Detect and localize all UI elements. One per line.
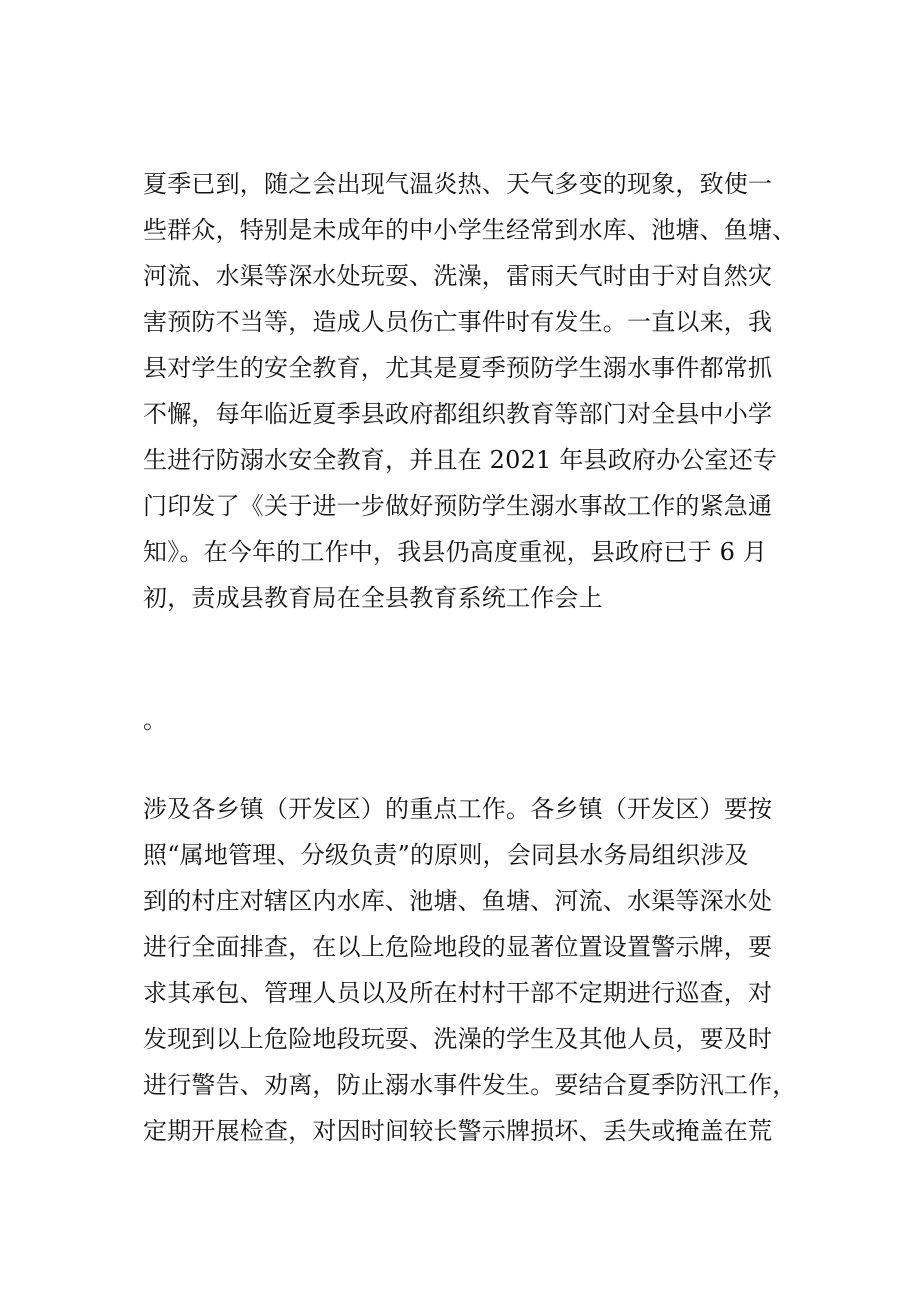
paragraph-1-line-5: 县对学生的安全教育，尤其是夏季预防学生溺水事件都常抓 [143,354,773,382]
paragraph-1-line-9: 知》。在今年的工作中，我县仍高度重视，县政府已于 6 月 [143,538,768,566]
paragraph-1-line-7: 生进行防溺水安全教育，并且在 2021 年县政府办公室还专 [143,446,778,474]
paragraph-2-line-5: 求其承包、管理人员以及所在村村干部不定期进行巡查，对 [143,979,773,1007]
paragraph-1-line-11 [143,621,783,667]
paragraph-2-line-9 [143,1154,783,1200]
paragraph-1-line-8: 门印发了《关于进一步做好预防学生溺水事故工作的紧急通 [143,492,773,520]
paragraph-1-line-2: 些群众，特别是未成年的中小学生经常到水库、池塘、鱼塘、 [143,216,797,244]
paragraph-1-line-4: 害预防不当等，造成人员伤亡事件时有发生。一直以来，我 [143,308,773,336]
paragraph-2-line-4: 进行全面排查，在以上危险地段的显著位置设置警示牌，要 [143,933,773,961]
paragraph-2-line-8: 定期开展检查，对因时间较长警示牌损坏、丢失或掩盖在荒 [143,1117,773,1145]
paragraph-2-line-3: 到的村庄对辖区内水库、池塘、鱼塘、河流、水渠等深水处 [143,887,773,915]
paragraph-1-line-6: 不懈，每年临近夏季县政府都组织教育等部门对全县中小学 [143,400,773,428]
paragraph-2-line-7: 进行警告、劝离，防止溺水事件发生。要结合夏季防汛工作， [143,1071,797,1099]
paragraph-1-line-3: 河流、水渠等深水处玩耍、洗澡，雷雨天气时由于对自然灾 [143,262,773,290]
paragraph-2-line-6: 发现到以上危险地段玩耍、洗澡的学生及其他人员，要及时 [143,1025,773,1053]
paragraph-1-line-1: 夏季已到，随之会出现气温炎热、天气多变的现象，致使一 [143,170,773,198]
paragraph-2-line-1: 涉及各乡镇（开发区）的重点工作。各乡镇（开发区）要按 [143,795,773,823]
paragraph-1-line-10: 初，责成县教育局在全县教育系统工作会上 [143,584,603,612]
punctuation-mark: 。 [143,706,167,734]
paragraph-2-line-2: 照“属地管理、分级负责”的原则，会同县水务局组织涉及 [143,841,749,869]
